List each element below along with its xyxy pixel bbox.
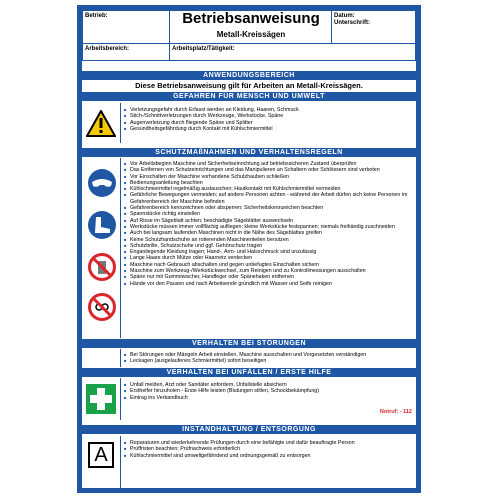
section-stoerungen [82,349,416,367]
unfaelle-list-col [120,378,416,420]
sheet-inner [82,10,416,488]
list-item: ■ Prüffristen beachten; Prüfnachweis erforderlich [130,446,416,452]
header-block [82,10,416,61]
list-item: ■ Verletzungsgefahr durch Erfasst werden an Kleidung, Haaren, Schmuck [130,107,416,113]
list-item: ■ Bei Störungen oder Mängeln Arbeit einstellen, Maschine ausschalten und Vorgesetzten verständigen [130,352,416,358]
safety-sheet [77,5,421,493]
list-item: ■ Leckagen (ausgelaufenes Schmiermittel) sofort beseitigen [130,358,416,364]
list-item: ■ Gesundheitsgefährdung durch Kontakt mit Kühlschmiermittel [130,126,416,132]
arbeitsplatz-label: Arbeitsplatz/Tätigkeit: [172,46,235,52]
unterschrift-label: Unterschrift: [334,20,371,26]
section-header-schutz: SCHUTZMAßNAHMEN UND VERHALTENSREGELN [82,148,416,157]
section-header-gefahren: GEFAHREN FÜR MENSCH UND UMWELT [82,92,416,101]
datum-label: Datum: [334,13,355,19]
warning-triangle-icon [86,110,116,138]
list-item: ■ Auch bei langsam laufenden Maschinen nicht in die Nähe des Sägeblattes greifen [130,230,416,236]
list-item: ■ Enganliegende Kleidung tragen; Hand-, Arm- und Halsschmuck sind unzulässig [130,249,416,255]
safety-shoes-icon [87,210,117,240]
list-item: ■ Gefährliche Bewegungen vermeiden; auf andere Personen achten - während der Arbeit dürfen sich keine Personen im Gefahrenbereich der Maschine befinden [130,192,416,205]
unfaelle-icon-col [82,378,120,420]
stoerungen-list [121,352,416,365]
first-aid-cross-icon [86,384,116,414]
list-item: ■ Maschine nach Gebrauch abschalten und gegen unbefugtes Einschalten sichern [130,262,416,268]
list-item: ■ Kühlschmiermittel regelmäßig austauschen; Hautkontakt mit Kühlschmiermittel vermeiden [130,186,416,192]
section-header-anwendungsbereich: ANWENDUNGSBEREICH [82,71,416,80]
gefahren-icon-col [82,103,120,143]
schutz-icon-col [82,158,120,338]
list-item: ■ Maschine zum Werkzeug-/Werkstückwechsel, zum Reinigen und zu Kontrollmessungen ausschalten [130,268,416,274]
datum-field[interactable] [331,10,416,44]
list-item: ■ Bedienungsanleitung beachten [130,180,416,186]
section-header-unfaelle: VERHALTEN BEI UNFÄLLEN / ERSTE HILFE [82,368,416,377]
schutz-list-col [120,158,416,338]
instandhaltung-list [121,440,416,459]
list-item: ■ Gefahrenbereich kennzeichnen oder absperren; Sicherheitskennzeichen beachten [130,205,416,211]
list-item: ■ Vor Einschalten der Maschine vorhandene Schutzhauben schließen [130,174,416,180]
arbeitsbereich-field[interactable] [82,43,170,61]
list-item: ■ Hände vor den Pausen und nach Arbeitsende gründlich mit Wasser und Seife reinigen [130,281,416,287]
list-item: ■ Späne nur mit Gummiwischer, Handfeger oder Spänehaken entfernen [130,274,416,280]
stoerungen-list-col [120,349,416,367]
section-instandhaltung [82,436,416,488]
section-schutz [82,158,416,338]
list-item: ■ Reparaturen und wiederkehrende Prüfungen durch eine befähigte und dafür beauftragte Person [130,440,416,446]
section-unfaelle [82,378,416,420]
schutz-list [121,161,416,287]
list-item: ■ Lange Haare durch Mütze oder Haarnetz verdecken [130,255,416,261]
operating-instruction-a-icon: A [88,442,114,468]
list-item: ■ Schutzbrille, Schutzschuhe und ggf. Gehörschutz tragen [130,243,416,249]
list-item: ■ Vor Arbeitsbeginn Maschine und Sicherheitseinrichtung auf betriebssicheren Zustand überprüfen [130,161,416,167]
betrieb-label: Betrieb: [85,13,108,19]
betrieb-field[interactable] [82,10,170,44]
arbeitsplatz-field[interactable] [169,43,416,61]
emergency-number: Notruf: - 112 [379,409,412,415]
gefahren-list-col [120,103,416,143]
instandhaltung-icon-col [82,436,120,488]
list-item: ■ Eintrag ins Verbandbuch [130,395,416,401]
list-item: ■ Spannstücke richtig einstellen [130,211,416,217]
no-gloves-icon [87,252,117,282]
page-subtitle: Metall-Kreissägen [216,30,286,39]
section-gefahren [82,103,416,143]
arbeitsbereich-label: Arbeitsbereich: [85,46,130,52]
list-item: ■ Keine Schutzhandschuhe an rotierenden Maschinenteilen benutzen [130,237,416,243]
list-item: ■ Stich-/Schnittverletzungen durch Werkzeuge, Werkstücke, Späne [130,113,416,119]
list-item: ■ Das Entfernen von Schutzeinrichtungen und das Manipulieren an Schaltern oder Schlössern sind verboten [130,167,416,173]
gefahren-list [121,107,416,132]
section-header-instandhaltung: INSTANDHALTUNG / ENTSORGUNG [82,425,416,434]
instandhaltung-list-col [120,436,416,488]
list-item: ■ Werkstücke müssen immer vollflächig aufliegen; kleine Werkstücke festspannen; niemals freihändig zuschneiden [130,224,416,230]
list-item: ■ Ersthelfer hinzuholen - Erste Hilfe leisten (Blutungen stillen, Schockbekämpfung) [130,388,416,394]
no-jewelry-icon [87,292,117,322]
list-item: ■ Auf Risse im Sägeblatt achten; beschädigte Sägeblätter auswechseln [130,218,416,224]
eye-protection-icon [87,168,117,198]
list-item: ■ Augenverletzung durch fliegende Späne und Splitter [130,120,416,126]
scope-text: Diese Betriebsanweisung gilt für Arbeiten an Metall-Kreissägen. [135,81,363,90]
list-item: ■ Kühlschmiermittel sind umweltgefährdend und ordnungsgemäß zu entsorgen [130,453,416,459]
unfaelle-list [121,382,416,401]
section-header-stoerungen: VERHALTEN BEI STÖRUNGEN [82,339,416,348]
page-title: Betriebsanweisung [182,10,320,27]
list-item: ■ Unfall melden, Arzt oder Sanitäter anfordern, Unfallstelle absichern [130,382,416,388]
